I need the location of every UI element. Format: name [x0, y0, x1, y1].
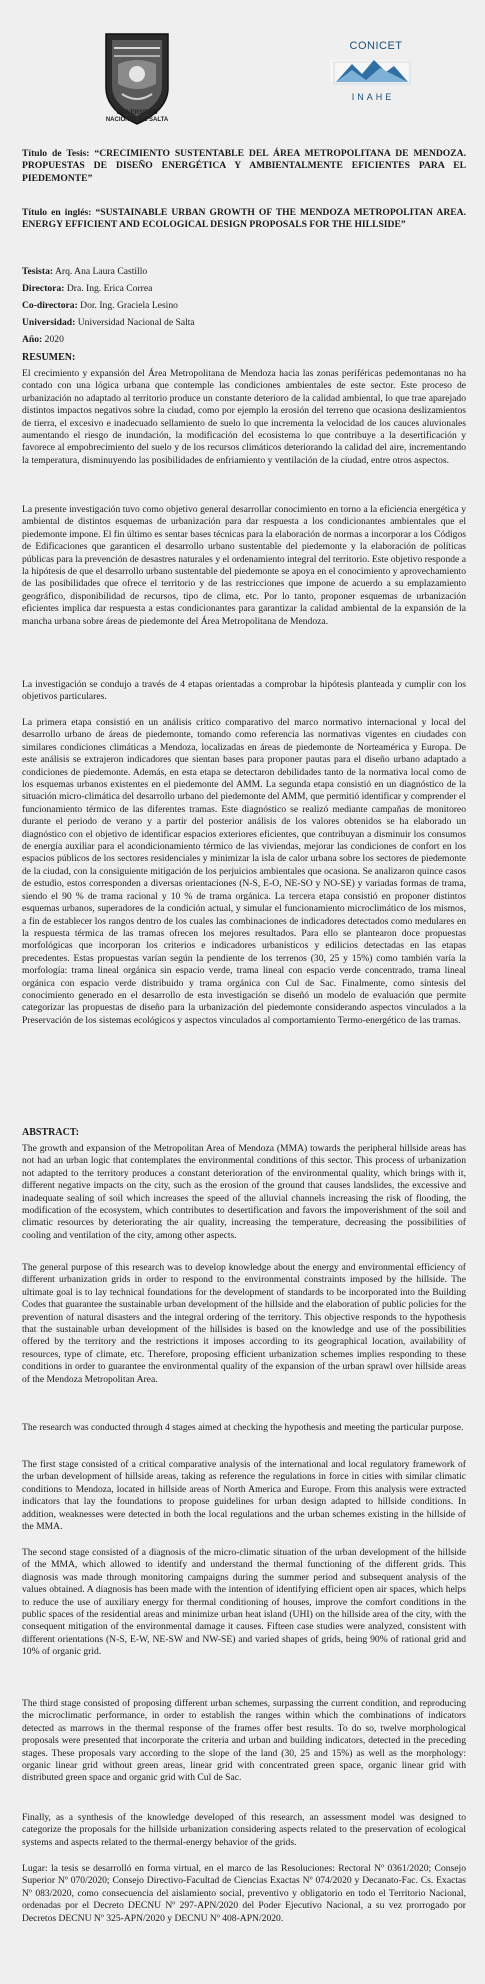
- university-name-label: UNIVERSIDAD NACIONAL DE SALTA: [105, 110, 169, 123]
- meta-anio: Año: 2020: [22, 334, 64, 345]
- abstract-paragraph-8: Lugar: la tesis se desarrolló en forma virtual, en el marco de las Resoluciones: Rectoral Nº 0361/2020; Consejo Superior Nº 070/2020; Consejo Directivo-Facultad de Ciencias Exactas Nº 074/2020 y Decanato-Fac. Cs. Exactas Nº 083/2020, como consecuencia del aislamiento social, preventivo y obligatorio en todo el Territorio Nacional, ordenadas por el Decreto DECNU Nº 297-APN/2020 del Poder Ejecutivo Nacional, a su vez prorrogado por Decretos DECNU Nº 325-APN/2020 y DECNU Nº 408-APN/2020.: [22, 1863, 466, 1924]
- abstract-paragraph-5: The second stage consisted of a diagnosis of the micro-climatic situation of the urban development of the hillside of the MMA, which allowed to identify and understand the thermal functioning of the different grids. This diagnosis was made through monitoring campaigns during the summer period and subsequent analysis of the values obtained. A diagnosis has been made with the intention of identifying efficient open air spaces, which helps to reduce the use of auxiliary energy for thermal conditioning of houses, improve the comfort conditions in the public spaces of the residential areas and minimize urban heat island (UHI) on the hillside area of the city, with the consequent mitigation of the environmental damage it causes. Fifteen case studies were analyzed, consistent with different orientations (N-S, E-W, NE-SW and NW-SE) and varied shapes of grids, being 90% of rational grid and 10% of organic grid.: [22, 1547, 466, 1658]
- abstract-paragraph-6: The third stage consisted of proposing different urban schemes, surpassing the current condition, and reproducing the microclimatic performance, in order to establish the ranges within which the combinations of indicators detected as marrows in the thermal response of the frames offer best results. To do so, twelve morphological proposals were presented that incorporate the criteria and urban and building indicators, detected in the preceding stages. These proposals vary according to the slope of the land (30, 25 and 15%) as well as the morphology: organic linear grid without green areas, linear grid with concentrated green space, organic linear grid with distributed green space and organic grid with Cul de Sac.: [22, 1698, 466, 1784]
- meta-tesista: Tesista: Arq. Ana Laura Castillo: [22, 266, 148, 277]
- thesis-title-block: [22, 148, 466, 185]
- resumen-paragraph-2: La presente investigación tuvo como objetivo general desarrollar conocimiento en torno a la eficiencia energética y ambiental de distintos esquemas de urbanización para dar respuesta a los condicionantes ambientales que el piedemonte impone. El fin último es sentar bases técnicas para la elaboración de normas a incorporar a los Códigos de Edificaciones que garanticen el desarrollo urbano sustentable del piedemonte y la elaboración de políticas públicas para la prevención de desastres naturales y el ordenamiento integral del territorio. Este objetivo responde a la hipótesis de que el desarrollo urbano sustentable del piedemonte se apoya en el conocimiento y aprovechamiento de las posibilidades que ofrece el territorio y de las restricciones que impone de acuerdo a su emplazamiento geográfico, disponibilidad de recursos, tipo de clima, etc. Por lo tanto, proponer esquemas de urbanización eficientes implica dar respuesta a estas condicionantes para garantizar la calidad ambiental de la expansión de la mancha urbana sobre áreas de piedemonte del Área Metropolitana de Mendoza.: [22, 504, 466, 627]
- meta-directora: Directora: Dra. Ing. Erica Correa: [22, 283, 153, 294]
- resumen-paragraph-3: La investigación se condujo a través de 4 etapas orientadas a comprobar la hipótesis planteada y cumplir con los objetivos particulares.: [22, 679, 466, 703]
- abstract-paragraph-1: The growth and expansion of the Metropolitan Area of Mendoza (MMA) towards the peripheral hillside areas has not had an urban logic that contemplates the environmental conditions of this sector. This process of urbanization not adapted to the territory produces a constant deterioration of the environmental quality, which brings with it, different negative impacts on the city, such as the erosion of the ground that causes landslides, the excessive and inadequate sealing of soil which increases the speed of the alluvial channels increasing the risk of flooding, the modification of the ecosystem, which contributes to desertification and favors the impoverishment of the soil and climatic resources by deteriorating the air quality, increasing the temperature, decreasing the possibilities of cooling and ventilation of the city, among other aspects.: [22, 1143, 466, 1241]
- thesis-title-en-block: [22, 207, 466, 232]
- thesis-title: “CRECIMIENTO SUSTENTABLE DEL ÁREA METROPOLITANA DE MENDOZA. PROPUESTAS DE DISEÑO ENERGÉTICA Y AMBIENTALMENTE EFICIENTES PARA EL PIEDEMONTE”: [22, 148, 466, 184]
- resumen-paragraph-1: El crecimiento y expansión del Área Metropolitana de Mendoza hacia las zonas periféricas pedemontanas no ha contado con una lógica urbana que contemple las condiciones ambientales de este sector. Este proceso de urbanización no adaptado al territorio produce un constante deterioro de la calidad ambiental, lo que trae aparejado distintos impactos negativos sobre la ciudad, como por ejemplo la erosión del terreno que ocasiona deslizamientos de tierra, el excesivo e inadecuado sellamiento de suelo lo que incrementa la velocidad de los cauces aluvionales aumentando el riesgo de inundación, la modificación del ecosistema lo que contribuye a la desertificación y favorece al empobrecimiento del suelo y de los recursos climáticos deteriorando la calidad del aire, incrementando la temperatura, disminuyendo las posibilidades de enfriamiento y ventilación de la ciudad, entre otros aspectos.: [22, 368, 466, 466]
- meta-codirectora: Co-directora: Dor. Ing. Graciela Lesino: [22, 300, 178, 311]
- abstract-paragraph-3: The research was conducted through 4 stages aimed at checking the hypothesis and meeting the particular purpose.: [22, 1422, 464, 1433]
- thesis-title-en: “SUSTAINABLE URBAN GROWTH OF THE MENDOZA METROPOLITAN AREA. ENERGY EFFICIENT AND ECOLOGICAL DESIGN PROPOSALS FOR THE HILLSIDE”: [22, 207, 466, 231]
- abstract-paragraph-7: Finally, as a synthesis of the knowledge developed of this research, an assessment model was designed to categorize the proposals for the hillside urbanization considering aspects related to the preservation of ecological systems and aspects related to the thermal-energy behavior of the grids.: [22, 1812, 466, 1848]
- inahe-label: INAHE: [351, 92, 395, 102]
- abstract-paragraph-2: The general purpose of this research was to develop knowledge about the energy and environmental efficiency of different urbanization grids in order to respond to the environmental constraints imposed by the hillside. The ultimate goal is to lay technical foundations for the development of standards to be incorporated into the Building Codes that guarantee the sustainable urban development of the hillside and the elaboration of public policies for the prevention of natural disasters and the integral ordering of the territory. This objective responds to the hypothesis that the sustainable urban development of the hillsides is based on the knowledge and use of the possibilities offered by the territory and the restrictions it imposes according to its geographical location, availability of resources, type of climate, etc. Therefore, proposing efficient urbanization schemes implies responding to these conditions in order to guarantee the environmental quality of the expansion of the urban sprawl over hillside areas of the Mendoza Metropolitan Area.: [22, 1262, 466, 1385]
- thesis-title-label: Título de Tesis:: [22, 148, 90, 159]
- abstract-heading: ABSTRACT:: [22, 1127, 80, 1138]
- thesis-meta-list: [22, 266, 466, 346]
- abstract-paragraph-4: The first stage consisted of a critical comparative analysis of the international and local regulatory framework of the urban development of hillside areas, taking as reference the regulations in force in cities with similar climatic conditions to Mendoza, located in hillside areas of North America and Europe. From this analysis were extracted indicators that lay the foundations to propose guidelines for urban design adapted to hillside conditions. In addition, weaknesses were detected in both the local regulations and the urban schemes existing in the hillside of the MMA.: [22, 1459, 466, 1533]
- meta-universidad: Universidad: Universidad Nacional de Salta: [22, 317, 195, 328]
- resumen-paragraph-4: La primera etapa consistió en un análisis crítico comparativo del marco normativo internacional y local del desarrollo urbano de áreas de piedemonte, tomando como referencia las normativas vigentes en ciudades con similares condiciones climáticas a Mendoza, localizadas en áreas de piedemonte de Norteamérica y Europa. De este análisis se extrajeron indicadores que sientan bases para proponer pautas para el diseño urbano adaptado a condiciones de piedemonte. Además, en esta etapa se detectaron debilidades tanto de la normativa local como de los esquemas urbanos existentes en el piedemonte del AMM. La segunda etapa consistió en un diagnóstico de la situación micro-climática del desarrollo urbano del piedemonte del AMM, que permitió identificar y comprender el funcionamiento térmico de las diferentes tramas. Este diagnóstico se realizó mediante campañas de monitoreo durante el periodo de verano y a partir del posterior análisis de los valores obtenidos se ha elaborado un diagnóstico con el objetivo de identificar espacios exteriores eficientes, que contribuyan a disminuir los consumos de energía auxiliar para el acondicionamiento térmico de las viviendas, mejorar las condiciones de confort en los espacios públicos de los sectores residenciales y minimizar la isla de calor urbana sobre los sectores de piedemonte de la ciudad, con la consiguiente mitigación de los perjuicios ambientales que ocasiona. Se analizaron quince casos de estudio, estos corresponden a diversas orientaciones (N-S, E-O, NE-SO y NO-SE) y variadas formas de trama, siendo el 90 % de trama racional y 10 % de trama orgánica. La tercera etapa consistió en proponer distintos esquemas urbanos, superadores de la condición actual, y simular el funcionamiento microclimático de los mismos, a fin de establecer los rangos dentro de los cuales las combinaciones de indicadores detectados como medulares en la respuesta térmica de las tramas ofrecen los mejores resultados. Para ello se plantearon doce propuestas morfológicas que incorporan los criterios e indicadores urbanísticos y edilicios detectadas en las etapas precedentes. Estas propuestas varían según la pendiente de los terrenos (30, 25 y 15%) como también varía la morfología: trama lineal orgánica sin espacio verde, trama lineal con espacio verde concentrado, trama lineal orgánica con espacio verde distribuido y trama orgánica con Cul de Sac. Finalmente, como síntesis del conocimiento generado en el desarrollo de esta investigación se diseñó un modelo de evaluación que permite categorizar las propuestas de diseño para la urbanización del piedemonte considerando aspectos vinculados a la Preservación de los sistemas ecológicos y aspectos vinculados al comportamiento Termo-energético de las tramas.: [22, 717, 466, 1026]
- conicet-label: CONICET: [349, 40, 403, 52]
- resumen-heading: RESUMEN:: [22, 352, 76, 363]
- thesis-title-en-label: Título en inglés:: [22, 207, 92, 218]
